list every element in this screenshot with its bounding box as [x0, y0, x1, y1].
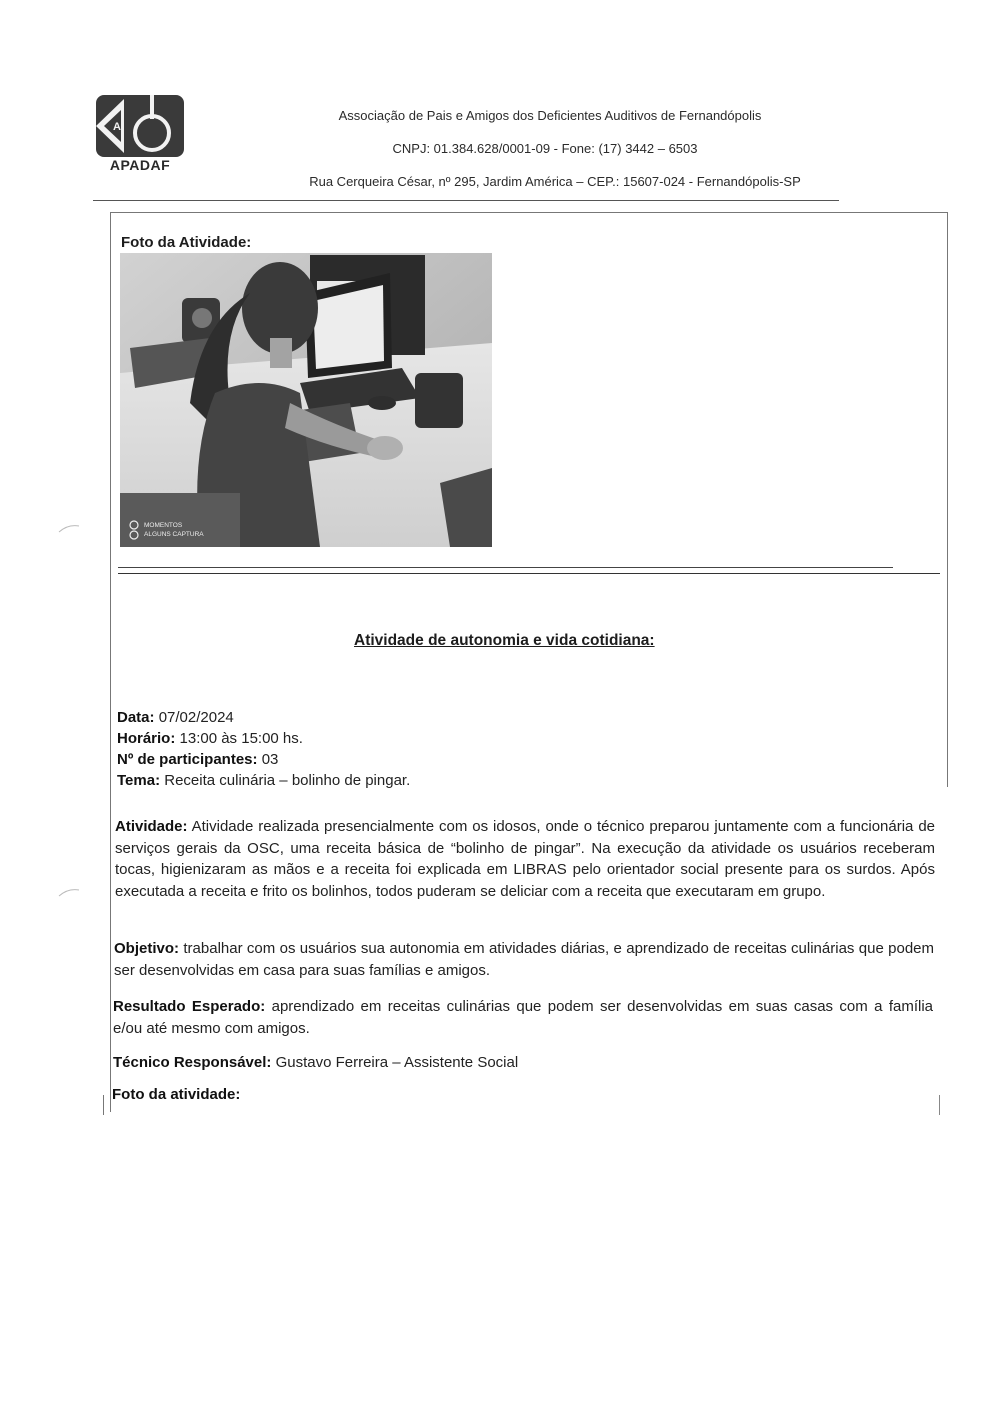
date-label: Data:: [117, 709, 155, 726]
photo-watermark-line2: ALGUNS CAPTURA: [144, 531, 204, 538]
scan-mark: [58, 886, 80, 898]
activity-photo: [120, 253, 492, 547]
responsible-tech-paragraph: [113, 1052, 933, 1074]
activity-text: Atividade realizada presencialmente com os idosos, onde o técnico preparou juntamente com a funcionária de serviços gerais da OSC, uma receita básica de “bolinho de pingar”. Na execução da atividade os usuários receberam tocas, higienizaram as mãos e a receita foi explicada em LIBRAS pelo orientador social presente para os surdos. Após executada a receita e frito os bolinhos, todos puderam se deliciar com a receita que executaram em grupo.: [115, 818, 936, 900]
expected-result-text: aprendizado em receitas culinárias que podem ser desenvolvidas em suas casas com a família e/ou até mesmo com amigos.: [113, 998, 934, 1037]
expected-result-paragraph: [113, 996, 933, 1039]
cnpj-phone: CNPJ: 01.384.628/0001-09 - Fone: (17) 3442 – 6503: [392, 141, 698, 156]
objective-paragraph: [114, 938, 934, 981]
address: Rua Cerqueira César, nº 295, Jardim América – CEP.: 15607-024 - Fernandópolis-SP: [309, 174, 801, 189]
frame-left-border: [110, 212, 111, 1112]
participants-value: 03: [261, 751, 279, 768]
photo-watermark-line1: MOMENTOS: [144, 522, 183, 529]
responsible-tech-label: Técnico Responsável:: [113, 1054, 272, 1071]
time-field: [117, 730, 303, 747]
time-value: 13:00 às 15:00 hs.: [179, 730, 303, 747]
date-field: [117, 709, 234, 726]
theme-field: [117, 772, 410, 789]
svg-text:A: A: [113, 121, 121, 133]
participants-field: [117, 751, 278, 768]
section-divider: [118, 573, 940, 574]
frame-right-border: [947, 212, 948, 787]
date-value: 07/02/2024: [158, 709, 234, 726]
photo2-label: Foto da atividade:: [112, 1086, 241, 1103]
objective-text: trabalhar com os usuários sua autonomia em atividades diárias, e aprendizado de receitas culinárias que podem ser desenvolvidas em casa para suas famílias e amigos.: [114, 940, 934, 979]
expected-result-label: Resultado Esperado:: [113, 998, 266, 1015]
photo-label: Foto da Atividade:: [121, 234, 252, 251]
participants-label: Nº de participantes:: [117, 751, 258, 768]
objective-label: Objetivo:: [114, 940, 180, 957]
org-name: Associação de Pais e Amigos dos Deficientes Auditivos de Fernandópolis: [338, 108, 762, 123]
header-divider: [93, 200, 839, 201]
activity-label: Atividade:: [115, 818, 188, 835]
frame-left-border-lower: [103, 1095, 104, 1115]
frame-right-border-lower: [939, 1095, 940, 1115]
theme-value: Receita culinária – bolinho de pingar.: [164, 772, 411, 789]
logo-text: APADAF: [109, 157, 171, 173]
activity-paragraph: [115, 816, 935, 902]
scan-mark: [58, 522, 80, 534]
section-divider: [118, 567, 893, 568]
responsible-tech-text: Gustavo Ferreira – Assistente Social: [275, 1054, 519, 1071]
report-title: Atividade de autonomia e vida cotidiana:: [354, 632, 655, 649]
frame-top-border: [110, 212, 948, 213]
theme-label: Tema:: [117, 772, 161, 789]
time-label: Horário:: [117, 730, 176, 747]
